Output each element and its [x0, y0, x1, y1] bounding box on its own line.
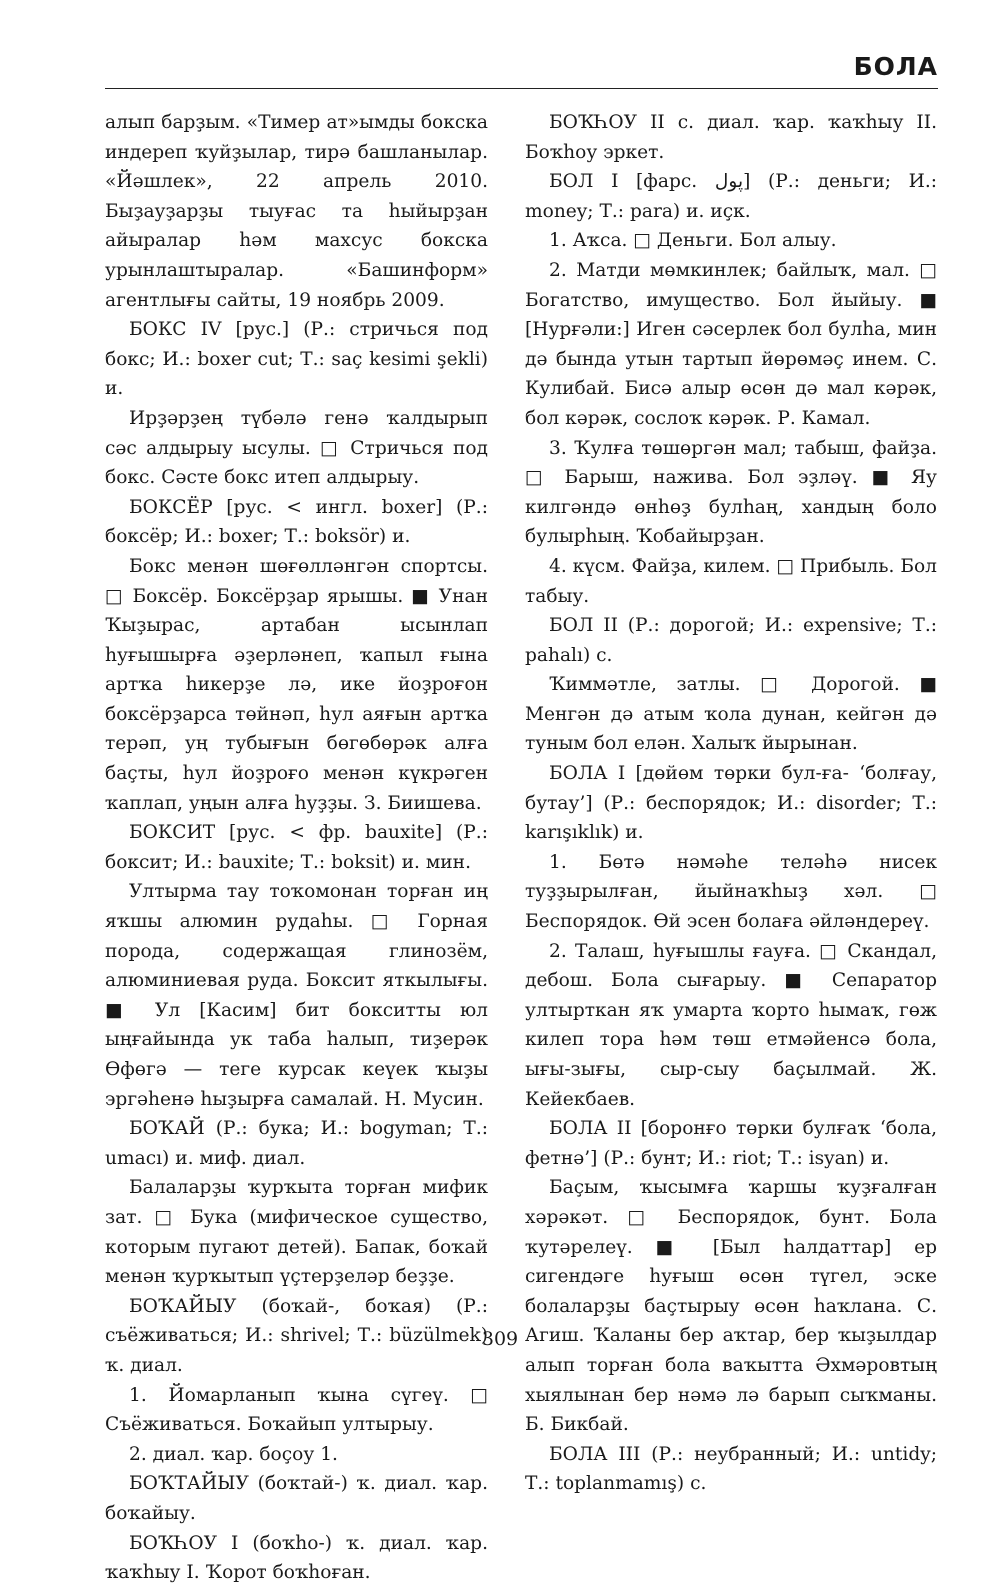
- entry-heading-boksit: БОКСИТ [рус. < фр. bauxite] (Р.: боксит; И.: bauxite; Т.: boksit) и. мин.: [105, 822, 488, 873]
- entry-definition: Баҫым, ҡысымға ҡаршы ҡуҙғалған хәрәкәт. □ Беспорядок, бунт. Бола ҡутәрелеү. ■ [Был һалдаттар] ер сигендәге һуғыш өсөн түгел, эске болаларҙы баҫтырыу өсөн һаҡлана. С. Агиш. Ҡаланы бер аҡтар, бер ҡыҙылдар алып торған бола ваҡытта Әхмәровтың хыялынан бер нәмә лә барып сыҡманы. Б. Бикбай.: [525, 1177, 937, 1436]
- entry-sense: 1. Аҡса. □ Деньги. Бол алыу.: [549, 230, 837, 252]
- entry-heading-boktayyu: БОҠТАЙЫУ (боҡтай-) ҡ. диал. ҡар. боҡайыу.: [105, 1473, 488, 1524]
- entry-sense: 1. Бөтә нәмәһе теләһә нисек туҙҙырылған, йыйнаҡһыҙ хәл. □ Беспорядок. Өй эсен болаға әйләндереү.: [525, 851, 937, 933]
- entry-definition: Бокс менән шөғөлләнгән спортсы. □ Боксёр. Боксёрҙар ярышы. ■ Унан Ҡыҙырас, артабан ысынлап һуғышырға әҙерләнеп, ҡапыл ғына артҡа һикерҙе лә, ике йоҙроғон боксёрҙарса төйнәп, һул аяғын артҡа терәп, уң тубығын бөгөбөрәк алға баҫты, һул йоҙроғо менән күкрәген ҡаплап, уңын алға һуҙҙы. З. Биишева.: [105, 555, 488, 814]
- page-number: 309: [481, 1328, 519, 1350]
- entry-heading-boksyor: БОКСЁР [рус. < ингл. boxer] (Р.: боксёр; И.: boxer; Т.: boksör) и.: [105, 496, 488, 548]
- entry-sense: 2. диал. ҡар. боҫоу 1.: [129, 1443, 338, 1465]
- left-column: [105, 108, 488, 1588]
- entry-continuation: алып барҙым. «Тимер ат»ымды бокска индереп ҡуйҙылар, тирә башланылар. «Йәшлек», 22 апрель 2010. Быҙауҙарҙы тыуғас та һыйырҙан айыралар һәм махсус бокска урынлаштыралар. «Башинформ» агентлығы сайты, 19 ноябрь 2009.: [105, 112, 488, 311]
- entry-heading-bokhou-ii: БОҠҺОУ II с. диал. ҡар. ҡаҡһыу II. Боҡһоу эркет.: [525, 112, 937, 163]
- entry-sense: 4. күсм. Файҙа, килем. □ Прибыль. Бол табыу.: [525, 555, 937, 607]
- entry-sense: 1. Йомарланып ҡына сүгеү. □ Съёживаться. Боҡайып ултырыу.: [105, 1384, 488, 1436]
- entry-sense: 2. Матди мөмкинлек; байлыҡ, мал. □ Богатство, имущество. Бол йыйыу. ■ [Нурғәли:] Иген сәсерлек бол булһа, мин дә бында утын тартып йөрөмәҫ инем. С. Кулибай. Бисә алыр өсөн дә мал кәрәк, бол кәрәк, сослоҡ кәрәк. Р. Камал.: [525, 259, 937, 429]
- entry-definition: Ҡиммәтле, затлы. □ Дорогой. ■ Менгән дә атым ҡола дунан, кейгән дә туным бол елән. Халыҡ йырынан.: [525, 674, 937, 755]
- guide-word: БОЛА: [853, 52, 938, 81]
- entry-heading-bol-i: БОЛ I [фарс. پول] (Р.: деньги; И.: money; Т.: para) и. иҫк.: [525, 171, 938, 222]
- entry-heading-bola-iii: БОЛА III (Р.: неубранный; И.: untidy; Т.: toplanmamış) с.: [525, 1443, 937, 1495]
- entry-definition: Ултырма тау тоҡомонан торған иң яҡшы алюмин рудаһы. □ Горная порода, содержащая глинозём, алюминиевая руда. Боксит яткылығы. ■ Ул [Касим] бит бокситты юл ыңғайында ук таба һалып, тиҙерәк Өфөгә — теге курсак кеүек ҡыҙы эргәһенә һыҙырға самалай. Н. Мусин.: [105, 881, 488, 1110]
- entry-sense: 3. Ҡулға төшөргән мал; табыш, файҙа. □ Барыш, нажива. Бол эҙләү. ■ Яу килгәндә өнһөҙ булһаң, хандың боло булырһың. Ҡобайырҙан.: [525, 437, 937, 548]
- entry-heading-bola-ii: БОЛА II [боронғо төрки булғаҡ ‘бола, фетнә’] (Р.: бунт; И.: riot; Т.: isyan) и.: [525, 1118, 937, 1169]
- entry-heading-bokhou-i: БОҠҺОУ I (боҡһо-) ҡ. диал. ҡар. ҡаҡһыу I. Ҡорот боҡһоған.: [105, 1532, 488, 1584]
- entry-heading-bokayyu: БОҠАЙЫУ (боҡай-, боҡая) (Р.: съёживаться; И.: shrivel; Т.: büzülmek) ҡ. диал.: [105, 1295, 488, 1376]
- header-rule: [105, 88, 938, 89]
- entry-heading-boks-iv: БОКС IV [рус.] (Р.: стричься под бокс; И.: boxer cut; Т.: saç kesimi şekli) и.: [105, 319, 488, 400]
- entry-sense: 2. Талаш, һуғышлы ғауға. □ Скандал, дебош. Бола сығарыу. ■ Сепаратор ултырткан яҡ умарта ҡорто һымаҡ, гөж килеп тора һәм төш етмәйенсә бола, ығы-зығы, сыр-сыу баҫылмай. Ж. Кейекбаев.: [525, 940, 937, 1110]
- right-column: [525, 108, 937, 1499]
- entry-heading-bokay: БОҠАЙ (Р.: бука; И.: bogyman; Т.: umacı) и. миф. диал.: [105, 1118, 488, 1169]
- entry-definition: Балаларҙы ҡурҡыта торған мифик зат. □ Бука (мифическое существо, которым пугают детей). Бапак, боҡай менән ҡурҡытып үҫтерҙеләр беҙҙе.: [105, 1177, 488, 1288]
- entry-definition: Ирҙәрҙең түбәлә генә ҡалдырып сәс алдырыу ысулы. □ Стричься под бокс. Сәсте бокс итеп алдырыу.: [105, 407, 488, 489]
- entry-heading-bola-i: БОЛА I [дөйөм төрки бул-ға- ‘болғау, бутау’] (Р.: беспорядок; И.: disorder; Т.: karışıklık) и.: [525, 763, 937, 844]
- entry-heading-bol-ii: БОЛ II (Р.: дорогой; И.: expensive; Т.: pahalı) с.: [525, 615, 937, 666]
